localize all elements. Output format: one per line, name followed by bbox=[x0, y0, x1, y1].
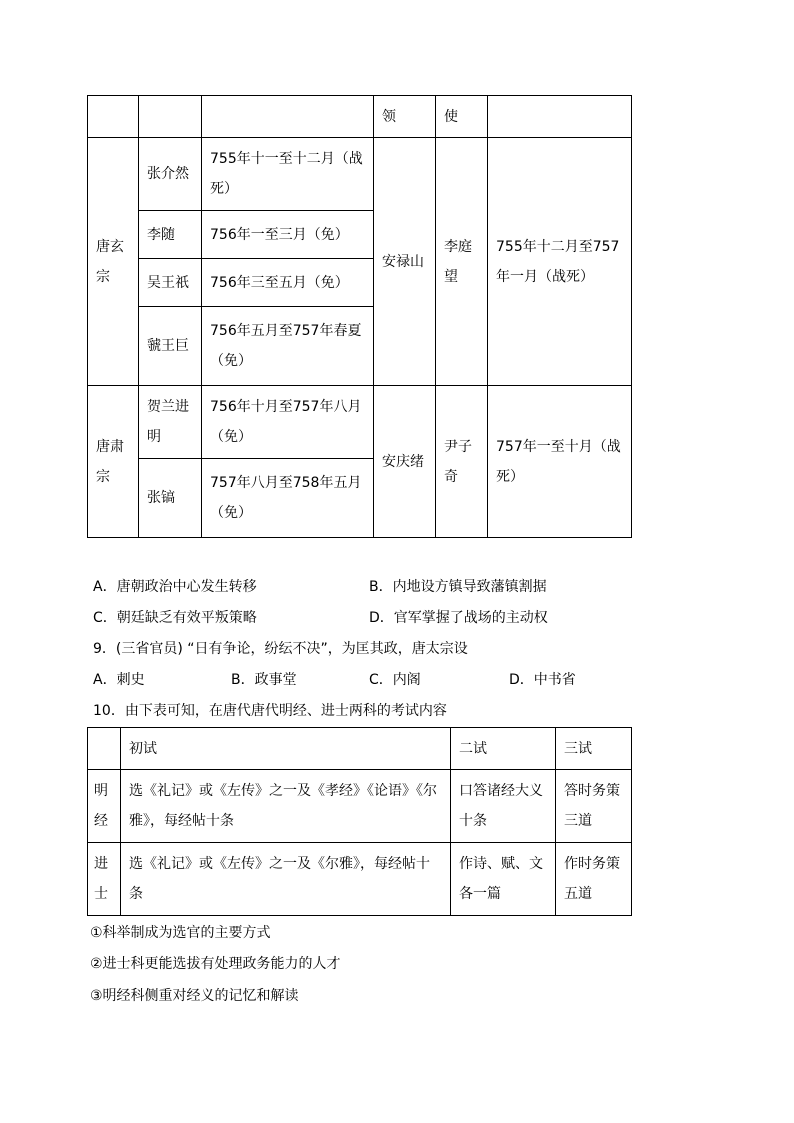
header-cell: 二试 bbox=[451, 728, 556, 770]
first-exam-cell: 选《礼记》或《左传》之一及《尔雅》，每经帖十条 bbox=[121, 843, 451, 916]
q10-stem: 10．由下表可知，在唐代唐代明经、进士两科的考试内容 bbox=[93, 703, 447, 719]
official-term: 756年三至五月（免） bbox=[202, 259, 374, 307]
official-term: 756年一至三月（免） bbox=[202, 211, 374, 259]
statement-2: ②进士科更能选拔有处理政务能力的人才 bbox=[90, 956, 341, 972]
official-term: 757年八月至758年五月（免） bbox=[202, 459, 374, 538]
header-cell: 三试 bbox=[556, 728, 632, 770]
subject-cell: 进士 bbox=[88, 843, 121, 916]
official-term: 756年十月至757年八月（免） bbox=[202, 386, 374, 459]
officials-table bbox=[87, 95, 632, 538]
emperor-cell: 唐玄宗 bbox=[88, 138, 139, 386]
q9-option-b: B．政事堂 bbox=[231, 672, 297, 688]
rebel-leader: 安庆绪 bbox=[374, 386, 436, 538]
q8-option-b: B．内地设方镇导致藩镇割据 bbox=[369, 579, 547, 595]
header-cell bbox=[88, 96, 139, 138]
second-exam-cell: 口答诸经大义十条 bbox=[451, 770, 556, 843]
rebel-leader: 安禄山 bbox=[374, 138, 436, 386]
official-name: 张介然 bbox=[139, 138, 202, 211]
official-name: 张镐 bbox=[139, 459, 202, 538]
official-name: 虢王巨 bbox=[139, 307, 202, 386]
q9-option-d: D．中书省 bbox=[509, 672, 576, 688]
official-name: 李随 bbox=[139, 211, 202, 259]
header-cell bbox=[488, 96, 632, 138]
q9-stem: 9．(三省官员) “日有争论，纷纭不决”，为匡其政，唐太宗设 bbox=[93, 641, 468, 657]
second-exam-cell: 作诗、赋、文各一篇 bbox=[451, 843, 556, 916]
subject-cell: 明经 bbox=[88, 770, 121, 843]
q9-option-a: A．刺史 bbox=[93, 672, 145, 688]
q9-option-c: C．内阁 bbox=[369, 672, 421, 688]
rebel-envoy: 尹子奇 bbox=[436, 386, 488, 538]
envoy-period: 757年一至十月（战死） bbox=[488, 386, 632, 538]
envoy-period: 755年十二月至757年一月（战死） bbox=[488, 138, 632, 386]
header-cell: 使 bbox=[436, 96, 488, 138]
first-exam-cell: 选《礼记》或《左传》之一及《孝经》《论语》《尔雅》，每经帖十条 bbox=[121, 770, 451, 843]
emperor-cell: 唐肃宗 bbox=[88, 386, 139, 538]
statement-3: ③明经科侧重对经义的记忆和解读 bbox=[90, 988, 299, 1004]
q8-option-a: A．唐朝政治中心发生转移 bbox=[93, 579, 257, 595]
header-cell bbox=[139, 96, 202, 138]
third-exam-cell: 答时务策三道 bbox=[556, 770, 632, 843]
q8-option-c: C．朝廷缺乏有效平叛策略 bbox=[93, 610, 257, 626]
official-name: 吴王祇 bbox=[139, 259, 202, 307]
header-cell bbox=[202, 96, 374, 138]
exam-table bbox=[87, 727, 632, 916]
header-cell bbox=[88, 728, 121, 770]
statement-1: ①科举制成为选官的主要方式 bbox=[90, 925, 271, 941]
official-term: 756年五月至757年春夏（免） bbox=[202, 307, 374, 386]
rebel-envoy: 李庭望 bbox=[436, 138, 488, 386]
header-cell: 领 bbox=[374, 96, 436, 138]
official-name: 贺兰进明 bbox=[139, 386, 202, 459]
header-cell: 初试 bbox=[121, 728, 451, 770]
third-exam-cell: 作时务策五道 bbox=[556, 843, 632, 916]
q8-option-d: D．官军掌握了战场的主动权 bbox=[369, 610, 548, 626]
official-term: 755年十一至十二月（战死） bbox=[202, 138, 374, 211]
